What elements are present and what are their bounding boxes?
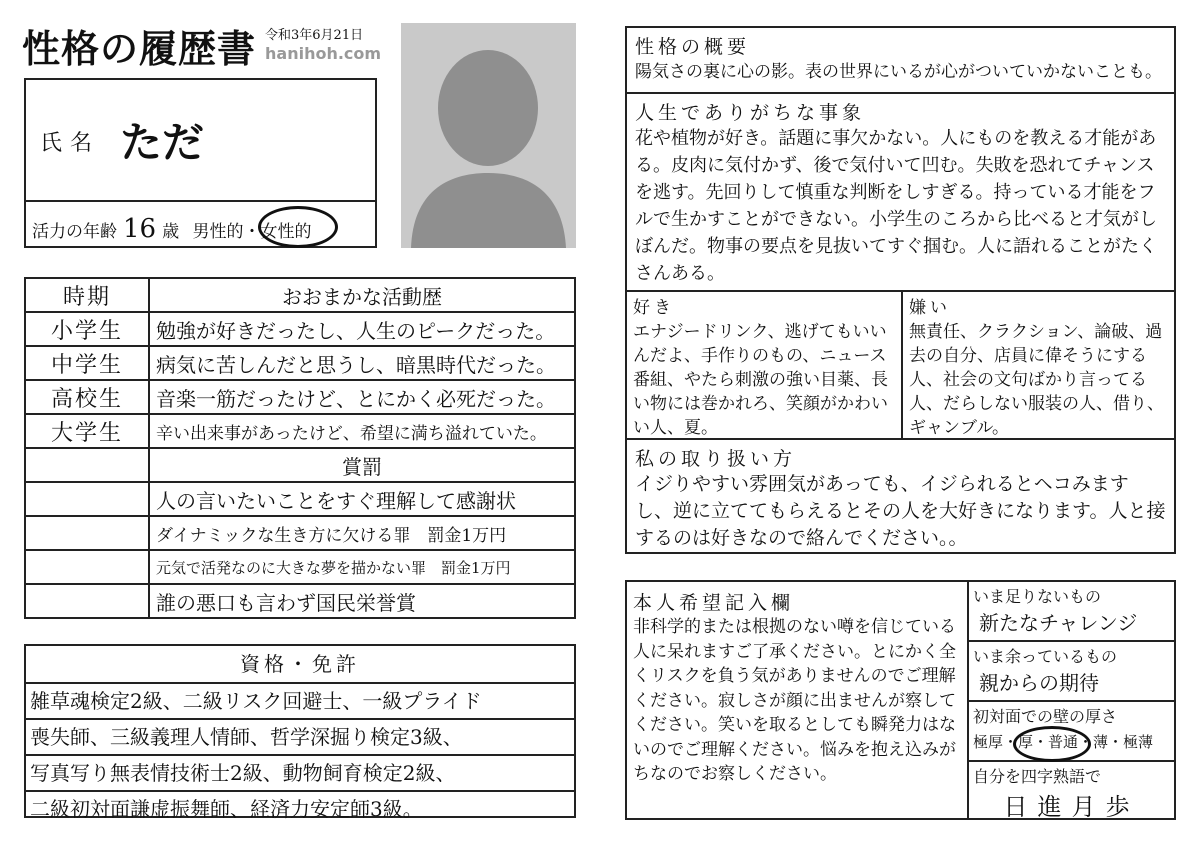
idiom-cell <box>969 762 1174 821</box>
history-cell: 音楽一筋だったけど、とにかく必死だった。 <box>149 380 575 414</box>
qualifications-box <box>24 644 576 821</box>
period-cell: 中学生 <box>25 346 149 380</box>
qualification-line: 写真写り無表情技術士2級、動物飼育検定2級、 <box>26 756 574 792</box>
dislikes-header: 嫌い <box>909 298 951 318</box>
history-cell: 辛い出来事があったけど、希望に満ち溢れていた。 <box>149 414 575 448</box>
likes-column <box>627 292 903 438</box>
award-cell: 人の言いたいことをすぐ理解して感謝状 <box>149 482 575 516</box>
wish-section <box>627 582 969 818</box>
table-row <box>25 380 575 414</box>
overview-text: 陽気さの裏に心の影。表の世界にいるが心がついていかないことも。 <box>635 62 1162 82</box>
period-cell: 小学生 <box>25 312 149 346</box>
page-title: 性格の履歴書 <box>22 26 257 71</box>
name-value: ただ <box>120 118 205 167</box>
personality-panel <box>625 26 1176 554</box>
idiom-label: 自分を四字熟語で <box>973 767 1102 786</box>
handling-section <box>627 440 1174 552</box>
site-name: hanihoh.com <box>265 44 382 63</box>
empty-cell <box>25 550 149 584</box>
dislikes-text: 無責任、クラクション、論破、過去の自分、店員に偉そうにする人、社会の文句ばかり言ってる人、だらしない服装の人、借り、ギャンブル。 <box>909 322 1164 438</box>
name-box <box>24 78 377 248</box>
table-row <box>25 346 575 380</box>
period-cell: 高校生 <box>25 380 149 414</box>
wall-circle-mark <box>1013 726 1091 762</box>
qualification-line: 二級初対面謙虚振舞師、経済力安定師3級。 <box>30 797 423 821</box>
surplus-value: 親からの期待 <box>979 671 1099 695</box>
person-silhouette-icon <box>401 23 576 248</box>
table-row <box>25 516 575 550</box>
wall-scale: 極厚・厚・普通・薄・極薄 <box>973 733 1154 751</box>
surplus-cell <box>969 642 1174 702</box>
award-cell: 元気で活発なのに大きな夢を描かない罪 罰金1万円 <box>149 550 575 584</box>
likes-header: 好き <box>633 298 675 318</box>
lacking-label: いま足りないもの <box>973 587 1102 606</box>
events-text: 花や植物が好き。話題に事欠かない。人にものを教える才能がある。皮肉に気付かず、後で気付いて凹む。失敗を恐れてチャンスを逃す。先回りして慎重な判断をしすぎる。持っている才能をフルで生かすことができない。小学生のころから比べると才気がしぼんだ。物事の要点を見抜いてすぐ掴む。人に語れることがたくさんある。 <box>635 128 1157 284</box>
history-header: おおまかな活動歴 <box>149 278 575 312</box>
vitality-age: 16 <box>123 214 157 244</box>
likes-text: エナジードリンク、逃げてもいいんだよ、手作りのもの、ニュース番組、やたら刺激の強い目薬、長い物には巻かれろ、笑顔がかわいい人、夏。 <box>633 322 888 438</box>
award-cell: 誰の悪口も言わず国民栄誉賞 <box>149 584 575 618</box>
surplus-label: いま余っているもの <box>973 647 1118 666</box>
table-row <box>25 278 575 312</box>
qualifications-header: 資格・免許 <box>26 646 574 684</box>
qualification-line: 雑草魂検定2級、二級リスク回避士、一級プライド <box>26 684 574 720</box>
handling-text: イジりやすい雰囲気があっても、イジられるとヘコみますし、逆に立ててもらえるとその人を大好きになります。人と接するのは好きなので絡んでください。。 <box>635 473 1166 549</box>
lacking-cell <box>969 582 1174 642</box>
empty-cell <box>25 482 149 516</box>
awards-header: 賞罰 <box>149 448 575 482</box>
activity-table <box>24 277 576 619</box>
table-row <box>25 584 575 618</box>
gender-circle-mark <box>258 206 338 248</box>
lacking-value: 新たなチャレンジ <box>979 611 1138 635</box>
name-divider <box>26 200 375 202</box>
wall-label: 初対面での壁の厚さ <box>973 707 1118 726</box>
period-cell: 大学生 <box>25 414 149 448</box>
vitality-label: 活力の年齢 <box>32 222 117 242</box>
overview-header: 性格の概要 <box>635 36 751 58</box>
likes-dislikes-section <box>627 292 1174 440</box>
empty-cell <box>25 584 149 618</box>
period-header: 時期 <box>25 278 149 312</box>
wish-panel <box>625 580 1176 820</box>
history-cell: 病気に苦しんだと思うし、暗黒時代だった。 <box>149 346 575 380</box>
wall-cell <box>969 702 1174 762</box>
idiom-value: 日進月歩 <box>1003 793 1140 821</box>
empty-cell <box>25 516 149 550</box>
table-row <box>25 550 575 584</box>
wish-text: 非科学的または根拠のない噂を信じている人に呆れますご了承ください。とにかく全くリスクを負う気がありませんのでご理解ください。寂しさが顔に出ませんが察してください。笑いを取るとしても瞬発力はないのでご理解ください。悩みを抱え込みがちなのでお察しください。 <box>633 617 956 784</box>
award-cell: ダイナミックな生き方に欠ける罪 罰金1万円 <box>149 516 575 550</box>
dislikes-column <box>903 292 1174 438</box>
name-label: 氏名 <box>40 131 101 156</box>
wish-header: 本人希望記入欄 <box>633 592 795 614</box>
handling-header: 私の取り扱い方 <box>635 448 797 470</box>
table-row <box>25 312 575 346</box>
table-row <box>25 414 575 448</box>
age-unit: 歳 <box>162 222 180 242</box>
empty-cell <box>25 448 149 482</box>
gender-scale: 男性的・女性的 <box>192 222 312 242</box>
table-row <box>25 482 575 516</box>
history-cell: 勉強が好きだったし、人生のピークだった。 <box>149 312 575 346</box>
events-header: 人生でありがちな事象 <box>635 102 866 124</box>
qualification-line: 喪失師、三級義理人情師、哲学深掘り検定3級、 <box>26 720 574 756</box>
date-text: 令和3年6月21日 <box>265 28 364 43</box>
events-section <box>627 94 1174 292</box>
table-row <box>25 448 575 482</box>
photo-placeholder <box>401 23 576 248</box>
side-cells <box>969 582 1174 821</box>
overview-section <box>627 28 1174 94</box>
